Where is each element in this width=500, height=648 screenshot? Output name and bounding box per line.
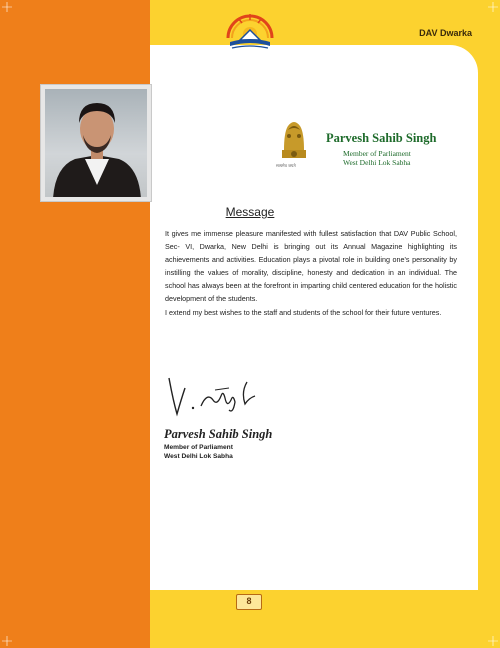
crop-mark-icon [488, 636, 498, 646]
signoff-title-line1: Member of Parliament [164, 444, 233, 451]
mp-title-line1: Member of Parliament [343, 149, 411, 158]
message-paragraph: It gives me immense pleasure manifested with fullest satisfaction that DAV Public School, Sec- VI, Dwarka, New Delhi is bringing out its Annual Magazine highlighting its achievements and activities. Education plays a pivotal role in building one's personality by instilling the values of morality, discipline, honesty and dedication in an individual. The school has always been at the forefront in imparting child centered education for the holistic development of the students. [165, 229, 457, 304]
mp-title-line2: West Delhi Lok Sabha [343, 158, 411, 167]
crop-mark-icon [2, 636, 12, 646]
emblem-caption: सत्यमेव जयते [276, 163, 296, 168]
signoff-name: Parvesh Sahib Singh [164, 427, 273, 441]
portrait-photo [40, 84, 152, 202]
message-heading: Message [225, 205, 275, 219]
handwritten-signature [163, 370, 273, 420]
portrait-illustration [45, 89, 147, 197]
message-paragraph: I extend my best wishes to the staff and students of the school for their future ventures. [165, 307, 442, 317]
crop-mark-icon [2, 2, 12, 12]
crop-mark-icon [488, 2, 498, 12]
national-emblem-icon [274, 110, 314, 170]
message-body [165, 227, 457, 319]
school-name-header: DAV Dwarka [419, 28, 472, 38]
mp-name: Parvesh Sahib Singh [326, 131, 437, 145]
page-number: 8 [236, 594, 262, 610]
dav-logo-icon [222, 8, 278, 54]
signoff-title-line2: West Delhi Lok Sabha [164, 453, 233, 460]
